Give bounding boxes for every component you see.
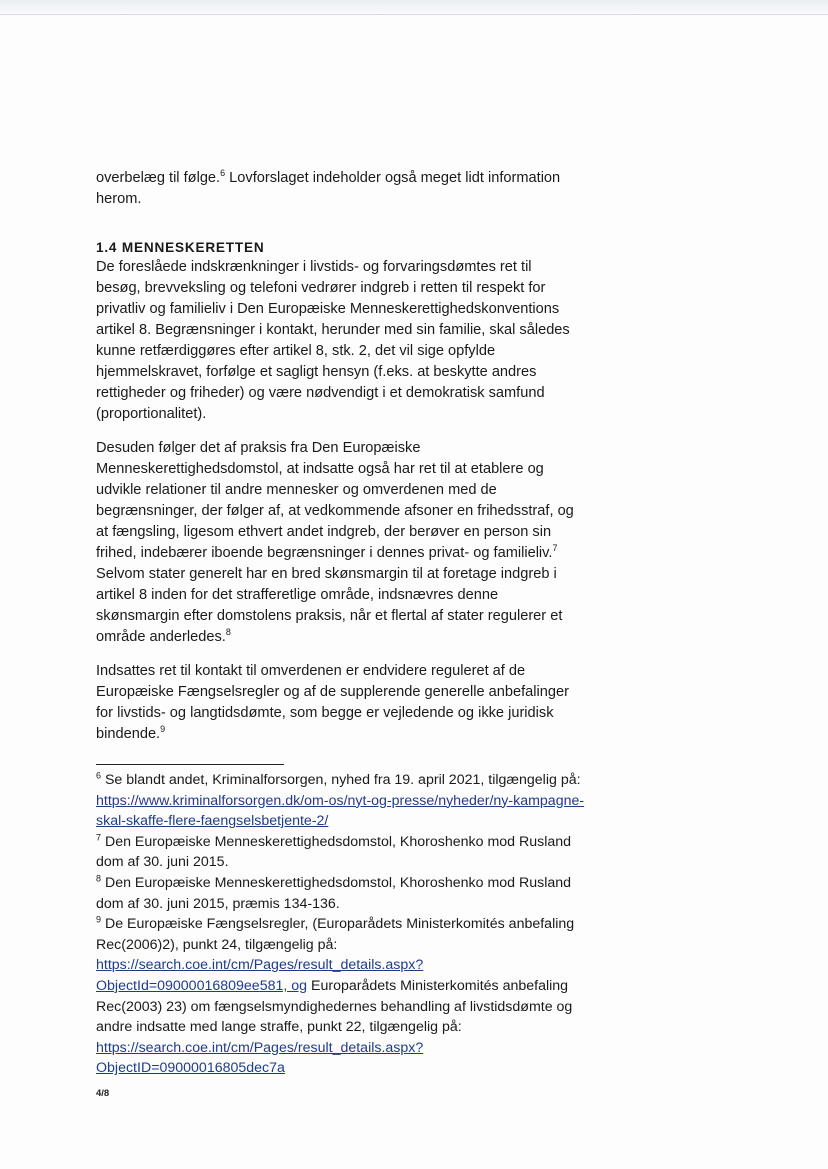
text: Lovforslaget indeholder også meget lidt information herom. <box>96 170 561 207</box>
text: Desuden følger det af praksis fra Den Europæiske Menneskerettighedsdomstol, at indsatte også har ret til at etablere og udvikle relationer til andre mennesker og omverdenen med de begrænsninger, der følger af, at vedkommende afsoner en frihedsstraf, og at fængsling, ligesom ethvert andet indgreb, der berøver en person sin frihed, indebærer iboende begrænsninger i dennes privat- og familieliv. <box>96 440 574 561</box>
page-number: 4/8 <box>96 1088 110 1099</box>
scan-edge <box>0 0 828 15</box>
footnote-link[interactable]: https://search.coe.int/cm/Pages/result_details.aspx?ObjectID=09000016805dec7a <box>96 1039 424 1077</box>
footnote-number: 9 <box>96 914 102 925</box>
footnote-number: 8 <box>96 873 102 884</box>
footnote-9 <box>96 914 586 1079</box>
body-text <box>96 168 576 758</box>
text: Selvom stater generelt har en bred skønsmargin til at foretage indgreb i artikel 8 inden for det strafferetlige område, indsnævres denne skønsmargin efter domstolens praksis, når et flertal af stater regulerer et område anderledes. <box>96 566 563 645</box>
paragraph-2 <box>96 438 576 648</box>
footnote-text: Den Europæiske Menneskerettighedsdomstol, Khoroshenko mod Rusland dom af 30. juni 2015. <box>96 833 572 871</box>
section-heading: 1.4 MENNESKERETTEN <box>96 240 265 255</box>
footnotes <box>96 770 586 1079</box>
footnote-text: Den Europæiske Menneskerettighedsdomstol, Khoroshenko mod Rusland dom af 30. juni 2015, præmis 134-136. <box>96 874 572 912</box>
paragraph-1: De foreslåede indskrænkninger i livstids- og forvaringsdømtes ret til besøg, brevveksling og telefoni vedrører indgreb i retten til respekt for privatliv og familieliv i Den Europæiske Menneskerettighedskonventions artikel 8. Begrænsninger i kontakt, herunder med sin familie, skal således kunne retfærdiggøres efter artikel 8, stk. 2, det vil sige opfylde hjemmelskravet, forfølge et sagligt hensyn (f.eks. at beskytte andres rettigheder og friheder) og være nødvendigt i et demokratisk samfund (proportionalitet). <box>96 259 570 422</box>
footnote-ref-6[interactable]: 6 <box>220 168 226 179</box>
footnote-separator <box>96 764 284 765</box>
footnote-8 <box>96 873 586 914</box>
footnote-text: Se blandt andet, Kriminalforsorgen, nyhed fra 19. april 2021, tilgængelig på: <box>101 772 581 788</box>
footnote-6 <box>96 770 586 832</box>
footnote-number: 6 <box>96 770 102 781</box>
footnote-text: Europarådets Ministerkomités anbefaling Rec(2003) 23) om fængselsmyndighedernes behandling af livstidsdømte og andre indsatte med lange straffe, punkt 22, tilgængelig på: <box>96 977 573 1036</box>
footnote-7 <box>96 832 586 873</box>
footnote-ref-9[interactable]: 9 <box>160 724 166 735</box>
footnote-ref-7[interactable]: 7 <box>552 543 558 554</box>
footnote-ref-8[interactable]: 8 <box>225 627 231 638</box>
text: overbelæg til følge. <box>96 170 221 186</box>
paragraph-3 <box>96 661 576 745</box>
footnote-number: 7 <box>96 832 102 843</box>
footnote-link[interactable]: https://search.coe.int/cm/Pages/result_details.aspx?ObjectId=09000016809ee581, og <box>96 957 424 994</box>
text: Indsattes ret til kontakt til omverdenen er endvidere reguleret af de Europæiske Fængselsregler og af de supplerende generelle anbefalinger for livstids- og langtidsdømte, som begge er vejledende og ikke juridisk bindende. <box>96 663 569 742</box>
footnote-link[interactable]: https://www.kriminalforsorgen.dk/om-os/nyt-og-presse/nyheder/ny-kampagne-skal-skaffe-flere-faengselsbetjente-2/ <box>96 792 585 830</box>
footnote-text: De Europæiske Fængselsregler, (Europarådets Ministerkomités anbefaling Rec(2006)2), punkt 24, tilgængelig på: <box>96 916 575 953</box>
paragraph-intro <box>96 168 576 210</box>
